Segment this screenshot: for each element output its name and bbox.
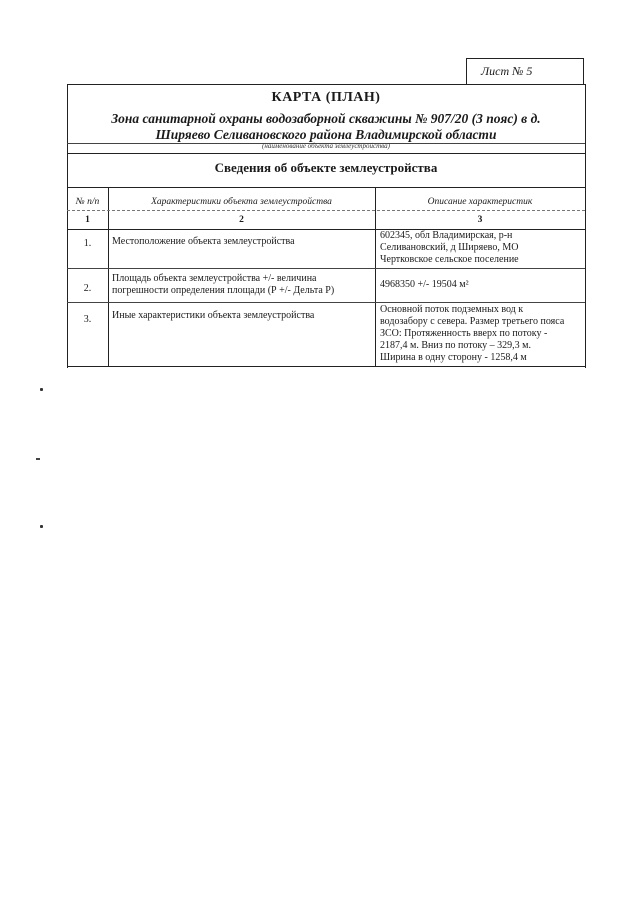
row-2-number: 2. [83, 283, 92, 294]
name-caption: (наименование объекта землеустройства) [262, 142, 390, 150]
table-top-rule [67, 187, 585, 188]
zone-title-line-1: Зона санитарной охраны водозаборной скважины № 907/20 (3 пояс) в д. [111, 111, 541, 126]
zone-title-line-2: Ширяево Селивановского района Владимирской области [155, 127, 497, 142]
map-title: КАРТА (ПЛАН) [271, 90, 381, 105]
row-3-top-rule [67, 302, 585, 303]
row-3-description [380, 304, 584, 364]
row-3-description-line: Ширина в одну сторону - 1258,4 м [380, 352, 527, 363]
row-2-description [380, 279, 584, 291]
row-3-description-line: 2187,4 м. Вниз по потоку – 329,3 м. [380, 340, 532, 351]
row-3-description-line: Основной поток подземных вод к [380, 304, 524, 315]
row-2-top-rule [67, 268, 585, 269]
row-3-characteristic: Иные характеристики объекта землеустройства [112, 310, 315, 321]
row-1-description-line: 602345, обл Владимирская, р-н [380, 230, 513, 241]
row-3-description-line: ЗСО: Протяженность вверх по потоку - [380, 328, 548, 339]
row-3-description-line: водозабору с севера. Размер третьего пояса [380, 316, 565, 327]
header-description: Описание характеристик [427, 197, 533, 207]
scan-speck [40, 525, 43, 528]
col-number-2: 2 [239, 215, 244, 225]
sheet-number-box [466, 58, 584, 84]
row-1-description-line: Чертковское сельское поселение [380, 254, 519, 265]
col-number-3: 3 [477, 215, 483, 225]
header-num: № п/п [75, 197, 100, 207]
row-1-description-line: Селивановский, д Ширяево, МО [380, 242, 519, 253]
row-2-description-line: 4968350 +/- 19504 м² [380, 279, 469, 290]
col-number-1: 1 [85, 215, 90, 225]
row-1-characteristic: Местоположение объекта землеустройства [112, 236, 295, 247]
scan-speck [40, 388, 43, 391]
row-1-description [380, 230, 584, 266]
header-characteristic: Характеристики объекта землеустройства [151, 197, 332, 207]
sheet-number-label: Лист № 5 [481, 64, 533, 78]
section-title: Сведения об объекте землеустройства [214, 160, 438, 175]
row-2-characteristic [112, 273, 374, 297]
row-2-characteristic-line: Площадь объекта землеустройства +/- величина [112, 273, 317, 284]
header-dotted-rule [67, 210, 585, 211]
row-2-characteristic-line: погрешности определения площади (Р +/- Дельта Р) [112, 285, 335, 296]
row-1-number: 1. [83, 238, 92, 249]
scan-speck [36, 458, 40, 460]
section-top-rule [67, 153, 585, 154]
table-bottom-rule [67, 366, 585, 367]
row-3-number: 3. [83, 314, 92, 325]
